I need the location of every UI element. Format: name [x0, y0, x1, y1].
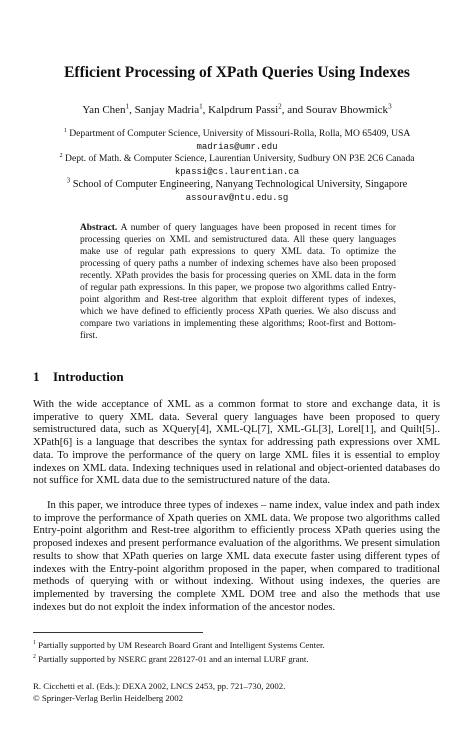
- affiliation-text: Department of Computer Science, University of Missouri-Rolla, Rolla, MO 65409, USA: [69, 128, 411, 139]
- author-name: Sanjay Madria: [134, 104, 200, 116]
- footnote-2: [33, 654, 453, 665]
- affiliation-text: School of Computer Engineering, Nanyang Technological University, Singapore: [72, 179, 408, 190]
- affiliation-mark: 2: [59, 151, 63, 159]
- author-name: Yan Chen: [82, 104, 126, 116]
- email-3: assourav@ntu.edu.sg: [185, 193, 289, 203]
- affiliation-mark: 1: [63, 126, 67, 134]
- author-list: [0, 104, 474, 116]
- paper-title: Efficient Processing of XPath Queries Using Indexes: [64, 64, 410, 81]
- citation-line-1: R. Cicchetti et al. (Eds.): DEXA 2002, LNCS 2453, pp. 721–730, 2002.: [33, 681, 286, 691]
- affiliation-1: [0, 128, 474, 140]
- section-number: 1: [33, 369, 40, 384]
- section-title: Introduction: [53, 369, 124, 384]
- footnote-mark: 2: [33, 654, 36, 661]
- affiliation-2: [0, 153, 474, 165]
- footnote-text: Partially supported by UM Research Board Grant and Intelligent Systems Center.: [38, 640, 325, 650]
- footnote-1: [33, 640, 453, 651]
- affiliation-mark: 3: [66, 177, 71, 185]
- email-1: madrias@umr.edu: [196, 142, 278, 152]
- email-2: kpassi@cs.laurentian.ca: [174, 167, 300, 177]
- affiliation-3: [0, 179, 474, 191]
- separator: , and: [281, 104, 306, 116]
- footnote-mark: 1: [33, 640, 36, 647]
- separator: ,: [129, 104, 135, 116]
- author-name: Sourav Bhowmick: [305, 104, 389, 116]
- footnote-divider: [33, 632, 203, 633]
- affiliation-mark: 3: [388, 102, 392, 111]
- footnote-text: Partially supported by NSERC grant 228127-01 and an internal LURF grant.: [38, 654, 309, 664]
- affiliation-text: Dept. of Math. & Computer Science, Laurentian University, Sudbury ON P3E 2C6 Canada: [65, 153, 415, 164]
- author-name: Kalpdrum Passi: [208, 104, 279, 116]
- separator: ,: [202, 104, 209, 116]
- citation-line-2: © Springer-Verlag Berlin Heidelberg 2002: [33, 693, 183, 703]
- section-heading: [33, 369, 124, 385]
- body-paragraph-1: With the wide acceptance of XML as a common format to store and exchange data, it is imperative to query XML data. Several query languages have been proposed to query semistructured data, such as XQuery[4], XML-QL[7], XML-GL[3], Lorel[1], and Quilt[5].. XPath[6] is a language that describes the syntax for addressing path expressions over XML data. To improve the performance of the query on large XML files it is essential to employ indexes on XML data. Indexing techniques used in relational and object-oriented databases do not suffice for XML data due to the semistructured nature of the data.: [33, 398, 440, 487]
- affiliation-mark: 2: [278, 102, 282, 111]
- affiliation-mark: 1: [199, 102, 203, 111]
- abstract-text: A number of query languages have been proposed in recent times for processing queries on XML and semistructured data. All these query languages make use of regular path expressions to query XML data. To optimize the processing of query paths a number of indexing schemes have also been proposed recently. XPath provides the basis for processing queries on XML data in the form of regular path expressions. In this paper, we propose two algorithms called Entry-point algorithm and Rest-tree algorithm that exploit different types of indexes, which we have defined to efficiently process XPath queries. We also discuss and compare two variations in implementing these algorithms; Root-first and Bottom-first.: [80, 223, 397, 341]
- abstract: [80, 222, 396, 342]
- affiliation-mark: 1: [125, 102, 130, 111]
- body-paragraph-2: In this paper, we introduce three types of indexes – name index, value index and path index to improve the performance of Xpath queries on XML data. We propose two algorithms called Entry-point algorithm and Rest-tree algorithm to efficiently process XPath queries using the proposed indexes and present performance evaluation of the algorithms. We present simulation results to show that XPath queries on large XML data execute faster using different types of indexes with the Entry-point algorithm proposed in the paper, when compared to traditional methods of querying with or without indexing. Without using indexes, the queries are implemented by traversing the complete XML DOM tree and also the methods that use indexes but do not exploit the index information of the ancestor nodes.: [33, 499, 440, 613]
- abstract-label: Abstract.: [80, 223, 118, 233]
